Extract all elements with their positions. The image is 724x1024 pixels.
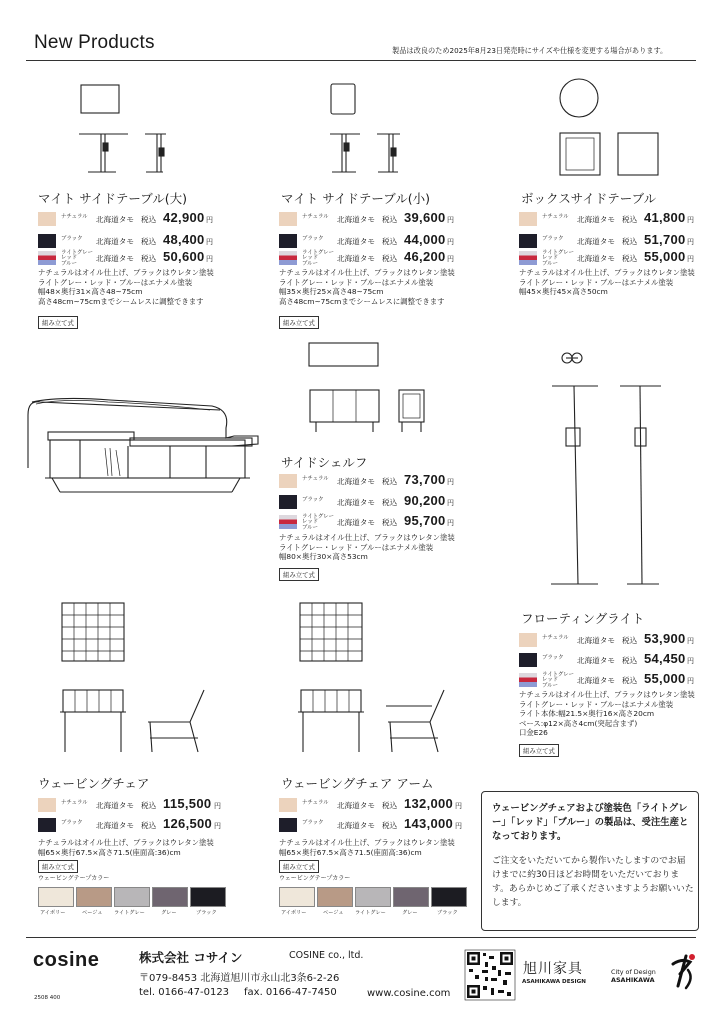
price: 42,900	[163, 210, 205, 225]
price: 46,200	[404, 249, 446, 264]
tape-swatch	[152, 887, 188, 907]
assembly-tag: 組み立て式	[519, 744, 559, 757]
tape-label: ベージュ	[82, 910, 103, 916]
product-description: ナチュラルはオイル仕上げ、ブラックはウレタン塗装 幅65×奥行67.5×高さ71.5(座面高:36)cm	[279, 838, 455, 857]
price: 53,900	[644, 631, 686, 646]
color-label: ブラック	[542, 236, 564, 242]
yen-label: 円	[447, 478, 454, 486]
price: 143,000	[404, 816, 454, 831]
price: 90,200	[404, 493, 446, 508]
tape-color-title: ウェービングテープカラー	[279, 875, 351, 882]
price: 115,500	[163, 796, 212, 811]
yen-label: 円	[687, 637, 694, 645]
natural-swatch	[38, 212, 56, 226]
price-row-natural	[38, 212, 238, 226]
tax-label: 税込	[141, 237, 157, 246]
material-label: 北海道タモ	[577, 636, 615, 645]
material-label: 北海道タモ	[337, 254, 375, 263]
tape-swatch	[317, 887, 353, 907]
tape-swatch	[190, 887, 226, 907]
tax-label: 税込	[141, 254, 157, 263]
website-link[interactable]: www.cosine.com	[367, 988, 451, 999]
enamel-swatch	[519, 673, 537, 687]
yen-label: 円	[206, 216, 213, 224]
material-label: 北海道タモ	[96, 237, 134, 246]
product-name-box: ボックスサイドテーブル	[521, 191, 657, 206]
black-swatch	[38, 234, 56, 248]
material-label: 北海道タモ	[337, 821, 375, 830]
price-row-black	[279, 234, 479, 248]
tax-label: 税込	[622, 215, 638, 224]
yen-label: 円	[455, 822, 462, 830]
tax-label: 税込	[622, 254, 638, 263]
yen-label: 円	[447, 255, 454, 263]
tax-label: 税込	[382, 215, 398, 224]
color-label: ブラック	[302, 236, 324, 242]
tape-label: アイボリー	[40, 910, 66, 916]
price: 55,000	[644, 671, 686, 686]
company-tel: tel. 0166-47-0123	[139, 987, 230, 998]
natural-swatch	[279, 798, 297, 812]
tape-swatch	[114, 887, 150, 907]
price: 126,500	[163, 816, 213, 831]
material-label: 北海道タモ	[577, 237, 615, 246]
price: 44,000	[404, 232, 446, 247]
black-swatch	[279, 818, 297, 832]
notice-title: ウェービングチェアおよび塗装色「ライトグレー」「レッド」「ブルー」の製品は、受注生産となっております。	[492, 803, 689, 842]
notice-body: ご注文をいただいてから製作いたしますのでお届けまでに約30日ほどお時間をいただいております。あらかじめご了承くださいますようお願いいたします。	[492, 856, 694, 908]
color-label: ライトグレー レッド ブルー	[302, 514, 335, 531]
material-label: 北海道タモ	[337, 801, 375, 810]
price-row-natural	[279, 212, 479, 226]
material-label: 北海道タモ	[337, 477, 375, 486]
tax-label: 税込	[622, 237, 638, 246]
yen-label: 円	[214, 822, 221, 830]
price: 55,000	[644, 249, 686, 264]
company-name: 株式会社 コサイン	[139, 950, 243, 965]
product-description: ナチュラルはオイル仕上げ、ブラックはウレタン塗装 幅65×奥行67.5×高さ71.5(座面高:36)cm	[38, 838, 214, 857]
color-label: ナチュラル	[542, 214, 569, 220]
tax-label: 税込	[382, 518, 398, 527]
product-description: ナチュラルはオイル仕上げ、ブラックはウレタン塗装 ライトグレー・レッド・ブルーはエナメル塗装 幅80×奥行30×高さ53cm	[279, 533, 455, 562]
black-swatch	[279, 495, 297, 509]
tape-swatch	[38, 887, 74, 907]
price-row-natural	[279, 798, 479, 812]
yen-label: 円	[447, 216, 454, 224]
tax-label: 税込	[622, 676, 638, 685]
tax-label: 税込	[382, 237, 398, 246]
yen-label: 円	[687, 657, 694, 665]
price: 132,000	[404, 796, 454, 811]
price-row-enamel	[279, 515, 479, 529]
price-row-black	[279, 818, 479, 832]
material-label: 北海道タモ	[337, 237, 375, 246]
enamel-swatch	[38, 251, 56, 265]
price: 39,600	[404, 210, 446, 225]
change-notice: 製品は改良のため2025年8月23日発売時にサイズや仕様を変更する場合があります。	[392, 46, 668, 55]
tape-label: グレー	[402, 910, 418, 916]
yen-label: 円	[206, 238, 213, 246]
product-name-light: フローティングライト	[521, 611, 645, 626]
price: 54,450	[644, 651, 686, 666]
price-row-natural	[279, 474, 479, 488]
black-swatch	[38, 818, 56, 832]
price-row-natural	[519, 212, 719, 226]
material-label: 北海道タモ	[96, 821, 134, 830]
price-row-natural	[519, 633, 719, 647]
yen-label: 円	[206, 255, 213, 263]
company-address: 〒079-8453 北海道旭川市永山北3条6-2-26	[139, 973, 340, 984]
yen-label: 円	[687, 677, 694, 685]
footer-divider	[26, 937, 696, 938]
product-description: ナチュラルはオイル仕上げ、ブラックはウレタン塗装 ライトグレー・レッド・ブルーはエナメル塗装 ライト本体:幅21.5×奥行16×高さ20cm ベース:φ12×高さ4cm(突起含まず) 口金E26	[519, 690, 695, 738]
price-row-enamel	[519, 251, 719, 265]
yen-label: 円	[447, 238, 454, 246]
material-label: 北海道タモ	[337, 215, 375, 224]
black-swatch	[519, 653, 537, 667]
natural-swatch	[279, 474, 297, 488]
color-label: ライトグレー レッド ブルー	[61, 250, 94, 267]
material-label: 北海道タモ	[337, 518, 375, 527]
asahikawa-design-label: ASAHIKAWA DESIGN	[522, 979, 586, 985]
tax-label: 税込	[382, 498, 398, 507]
asahikawa-design-logo: 旭川家具	[523, 961, 583, 977]
color-label: ライトグレー レッド ブルー	[542, 250, 575, 267]
company-fax: fax. 0166-47-7450	[244, 987, 337, 998]
tax-label: 税込	[382, 821, 398, 830]
tape-label: ライトグレー	[114, 910, 145, 916]
tax-label: 税込	[141, 215, 157, 224]
enamel-swatch	[279, 515, 297, 529]
color-label: ナチュラル	[302, 476, 329, 482]
price-row-black	[519, 234, 719, 248]
material-label: 北海道タモ	[96, 215, 134, 224]
color-label: ライトグレー レッド ブルー	[542, 672, 575, 689]
price-row-black	[38, 818, 238, 832]
color-label: ブラック	[542, 655, 564, 661]
natural-swatch	[38, 798, 56, 812]
product-name-mite-small: マイト サイドテーブル(小)	[281, 191, 430, 206]
product-name-weaving-arm: ウェービングチェア アーム	[281, 776, 434, 791]
tape-swatch	[279, 887, 315, 907]
natural-swatch	[519, 633, 537, 647]
color-label: ナチュラル	[61, 214, 88, 220]
yen-label: 円	[447, 519, 454, 527]
price-row-enamel	[38, 251, 238, 265]
city-of-design-mark-icon	[668, 952, 698, 992]
yen-label: 円	[455, 802, 462, 810]
natural-swatch	[519, 212, 537, 226]
color-label: ブラック	[61, 236, 83, 242]
assembly-tag: 組み立て式	[279, 860, 319, 873]
color-label: ナチュラル	[302, 214, 329, 220]
price-row-black	[279, 495, 479, 509]
company-name-en: COSINE co., ltd.	[289, 950, 364, 961]
color-label: ライトグレー レッド ブルー	[302, 250, 335, 267]
tape-color-title: ウェービングテープカラー	[38, 875, 110, 882]
enamel-swatch	[519, 251, 537, 265]
product-name-mite-large: マイト サイドテーブル(大)	[38, 191, 187, 206]
yen-label: 円	[687, 216, 694, 224]
product-name-weaving: ウェービングチェア	[38, 776, 150, 791]
price: 73,700	[404, 472, 446, 487]
material-label: 北海道タモ	[337, 498, 375, 507]
enamel-swatch	[279, 251, 297, 265]
tape-label: グレー	[161, 910, 177, 916]
yen-label: 円	[447, 499, 454, 507]
tape-swatch	[76, 887, 112, 907]
color-label: ブラック	[302, 820, 324, 826]
price-row-enamel	[279, 251, 479, 265]
tape-label: アイボリー	[281, 910, 307, 916]
tax-label: 税込	[622, 656, 638, 665]
color-label: ナチュラル	[302, 800, 329, 806]
made-to-order-notice	[481, 791, 699, 931]
color-label: ナチュラル	[61, 800, 88, 806]
product-description: ナチュラルはオイル仕上げ、ブラックはウレタン塗装 ライトグレー・レッド・ブルーはエナメル塗装 幅35×奥行25×高さ48~75cm 高さ48cm~75cmまでシームレスに調整できます	[279, 268, 455, 306]
tax-label: 税込	[622, 636, 638, 645]
tax-label: 税込	[382, 254, 398, 263]
tape-swatch	[431, 887, 467, 907]
tax-label: 税込	[382, 801, 398, 810]
product-description: ナチュラルはオイル仕上げ、ブラックはウレタン塗装 ライトグレー・レッド・ブルーはエナメル塗装 幅45×奥行45×高さ50cm	[519, 268, 695, 297]
tape-label: ライトグレー	[355, 910, 386, 916]
material-label: 北海道タモ	[577, 254, 615, 263]
yen-label: 円	[687, 238, 694, 246]
tax-label: 税込	[141, 821, 157, 830]
price: 48,400	[163, 232, 205, 247]
price: 41,800	[644, 210, 686, 225]
natural-swatch	[279, 212, 297, 226]
price-row-black	[519, 653, 719, 667]
yen-label: 円	[687, 255, 694, 263]
color-label: ブラック	[302, 497, 324, 503]
yen-label: 円	[214, 802, 221, 810]
price-row-natural	[38, 798, 238, 812]
tape-label: ベージュ	[323, 910, 344, 916]
product-description: ナチュラルはオイル仕上げ、ブラックはウレタン塗装 ライトグレー・レッド・ブルーはエナメル塗装 幅48×奥行31×高さ48~75cm 高さ48cm~75cmまでシームレスに調整できます	[38, 268, 214, 306]
tax-label: 税込	[382, 477, 398, 486]
price-row-enamel	[519, 673, 719, 687]
tape-label: ブラック	[196, 910, 217, 916]
price-row-black	[38, 234, 238, 248]
tax-label: 税込	[141, 801, 157, 810]
material-label: 北海道タモ	[96, 801, 134, 810]
assembly-tag: 組み立て式	[279, 316, 319, 329]
tape-swatch	[393, 887, 429, 907]
price: 50,600	[163, 249, 205, 264]
title-divider	[26, 60, 696, 61]
price: 95,700	[404, 513, 446, 528]
material-label: 北海道タモ	[577, 656, 615, 665]
color-label: ナチュラル	[542, 635, 569, 641]
assembly-tag: 組み立て式	[38, 860, 78, 873]
assembly-tag: 組み立て式	[38, 316, 78, 329]
color-label: ブラック	[61, 820, 83, 826]
material-label: 北海道タモ	[96, 254, 134, 263]
print-code: 2508 400	[34, 995, 61, 1001]
city-of-design-logo: City of Design ASAHIKAWA	[611, 968, 656, 984]
price: 51,700	[644, 232, 686, 247]
assembly-tag: 組み立て式	[279, 568, 319, 581]
black-swatch	[519, 234, 537, 248]
page-title: New Products	[34, 32, 155, 53]
tape-swatch	[355, 887, 391, 907]
qr-code[interactable]	[465, 950, 515, 1000]
cosine-logo: cosine	[33, 949, 100, 971]
tape-label: ブラック	[437, 910, 458, 916]
material-label: 北海道タモ	[577, 676, 615, 685]
material-label: 北海道タモ	[577, 215, 615, 224]
product-name-shelf: サイドシェルフ	[281, 455, 368, 470]
black-swatch	[279, 234, 297, 248]
